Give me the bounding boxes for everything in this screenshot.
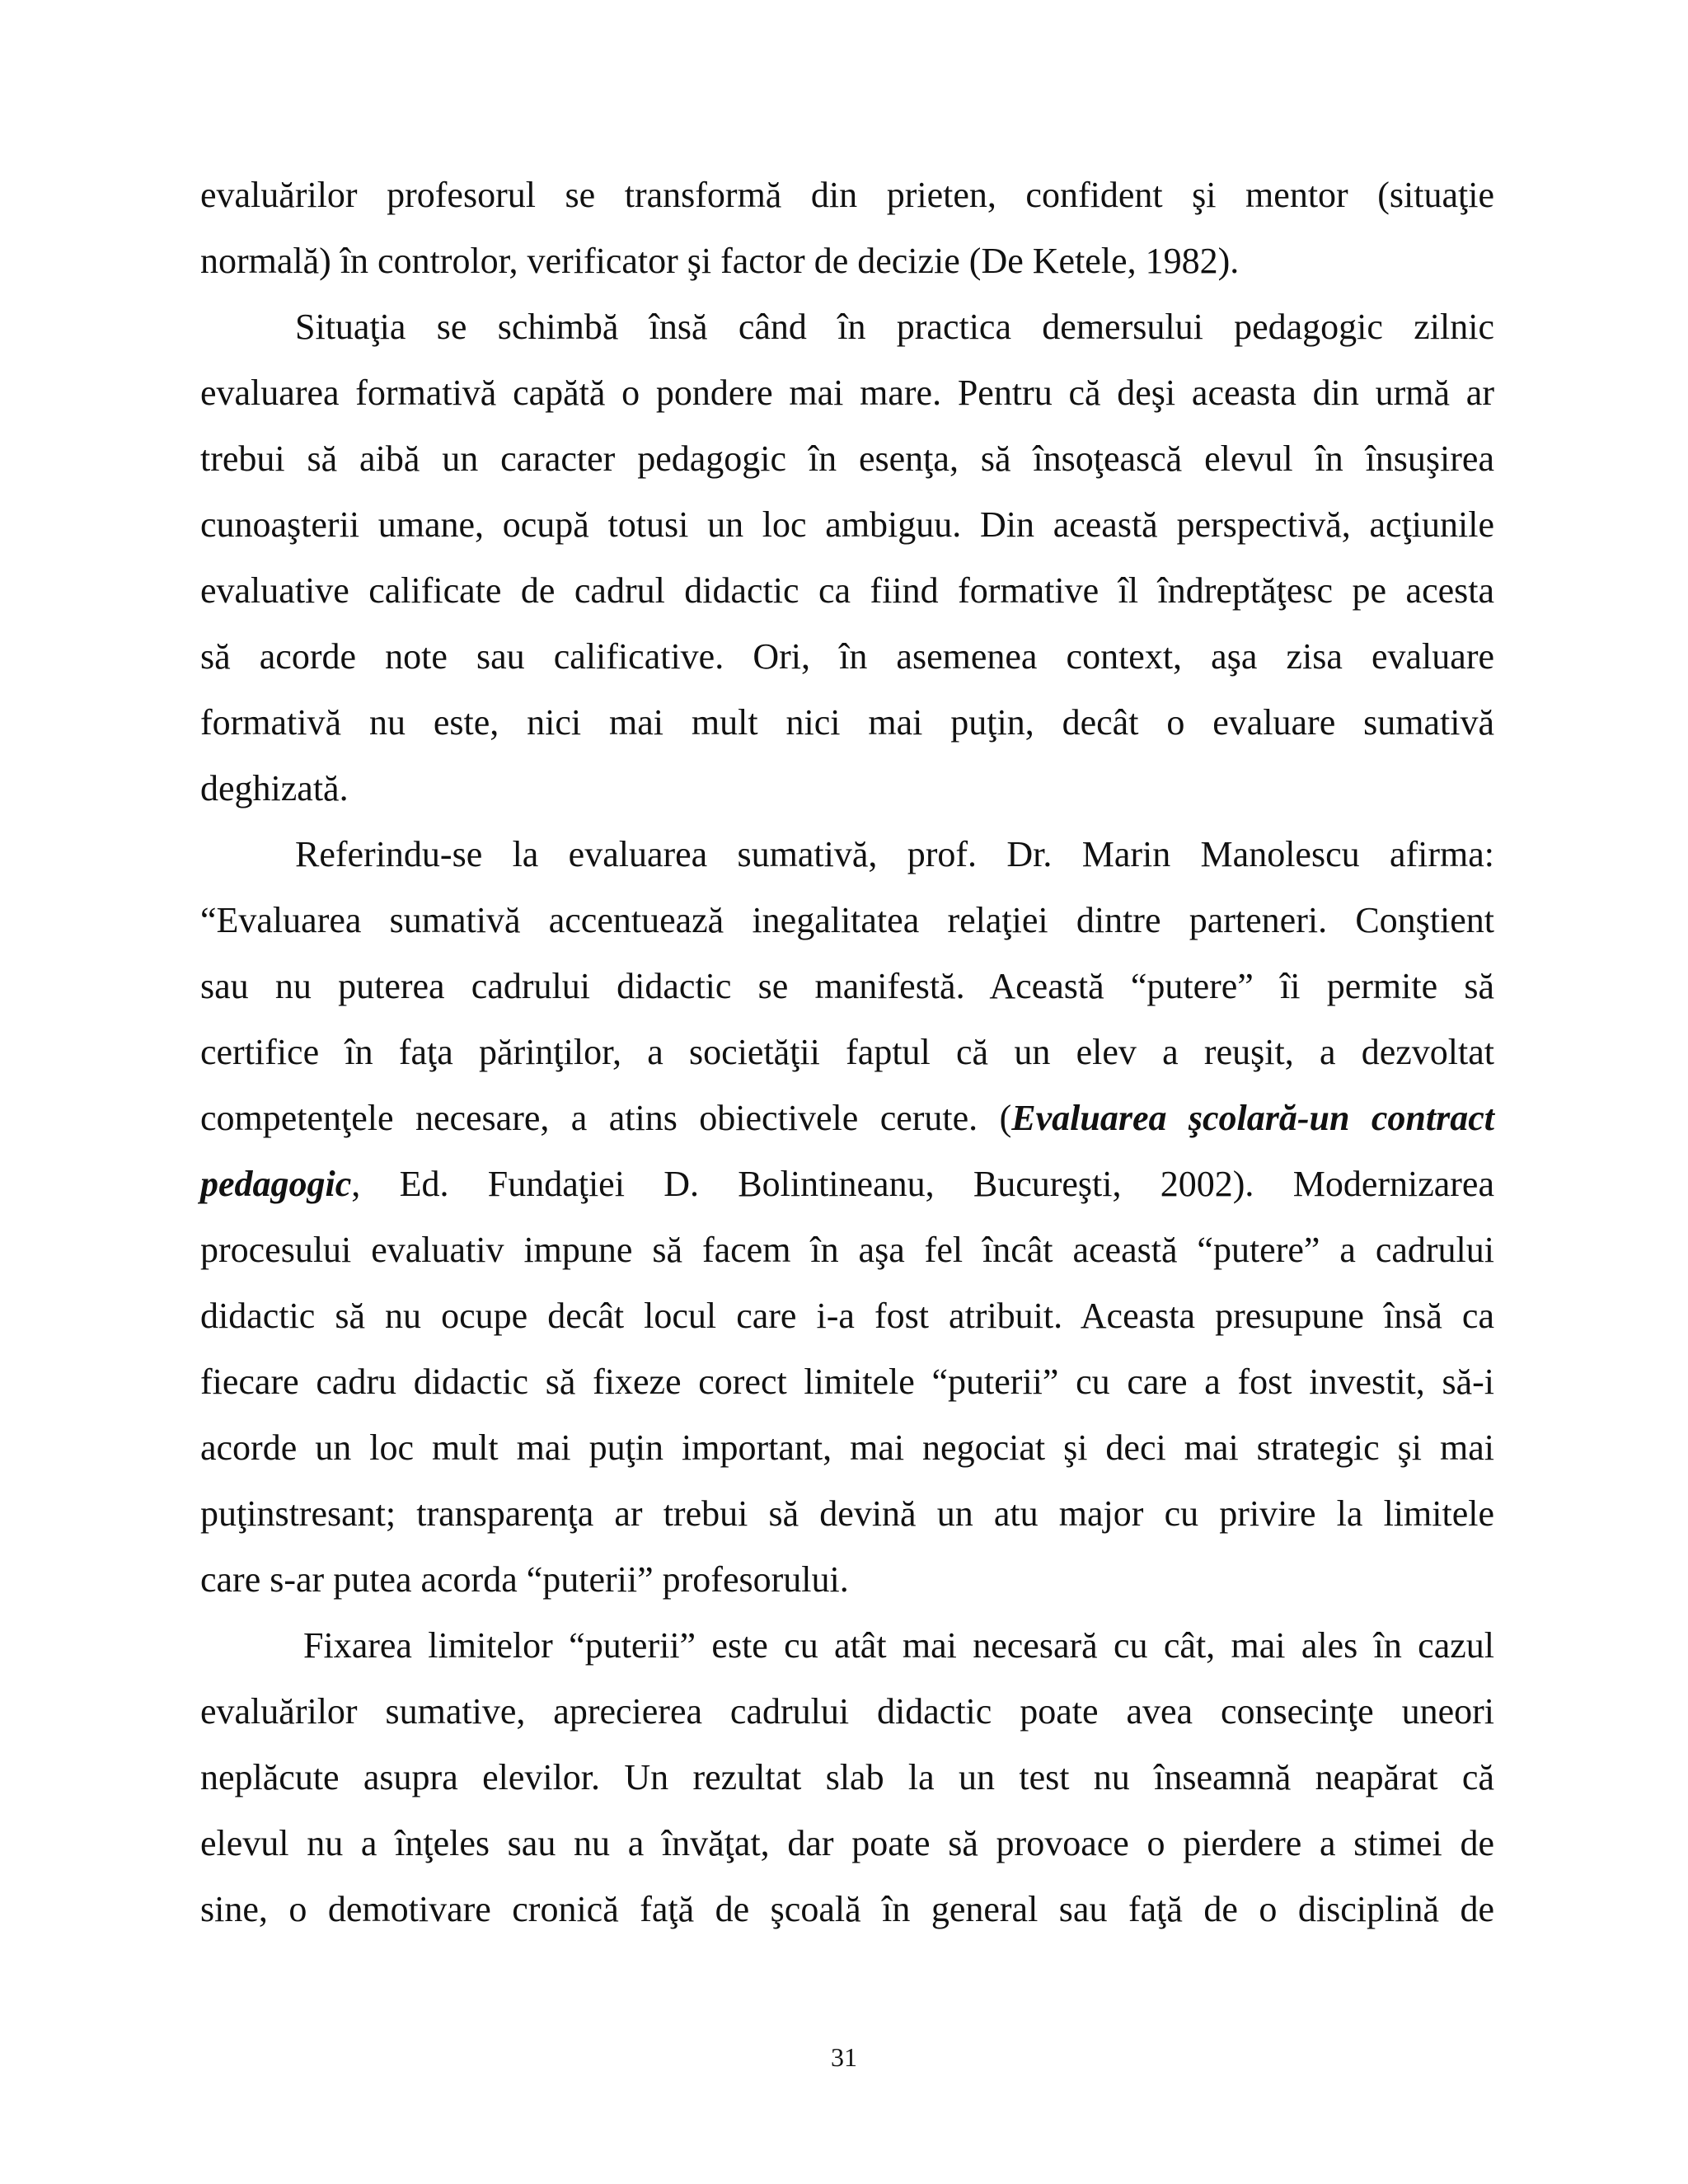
text-line xyxy=(200,1161,1494,1207)
book-title-emphasis: pedagogic xyxy=(200,1164,352,1204)
text-line xyxy=(200,1095,1494,1141)
text-line: să acorde note sau calificative. Ori, în asemenea context, aşa zisa evaluare xyxy=(200,636,1494,677)
text-line: deghizată. xyxy=(200,768,349,808)
text-line: neplăcute asupra elevilor. Un rezultat slab la un test nu înseamnă neapărat că xyxy=(200,1757,1494,1797)
text-line: sau nu puterea cadrului didactic se manifestă. Această “putere” îi permite să xyxy=(200,966,1494,1006)
text-line: evaluărilor sumative, aprecierea cadrului didactic poate avea consecinţe uneori xyxy=(200,1691,1494,1732)
text-line: certifice în faţa părinţilor, a societăţii faptul că un elev a reuşit, a dezvoltat xyxy=(200,1032,1494,1072)
book-title-emphasis: Evaluarea şcolară-un contract xyxy=(1011,1098,1495,1138)
text-line: trebui să aibă un caracter pedagogic în esenţa, să însoţească elevul în însuşirea xyxy=(200,438,1494,479)
text-line: evaluarea formativă capătă o pondere mai mare. Pentru că deşi aceasta din urmă ar xyxy=(200,373,1494,413)
paragraph-start-line: Fixarea limitelor “puterii” este cu atât mai necesară cu cât, mai ales în cazul xyxy=(303,1625,1494,1666)
text-run: , Ed. Fundaţiei D. Bolintineanu, Bucureşti, 2002). Modernizarea xyxy=(351,1164,1494,1204)
text-line: didactic să nu ocupe decât locul care i-a fost atribuit. Aceasta presupune însă ca xyxy=(200,1296,1494,1336)
page-number: 31 xyxy=(831,2042,857,2072)
text-line: fiecare cadru didactic să fixeze corect limitele “puterii” cu care a fost investit, să-i xyxy=(200,1361,1494,1402)
text-line: puţinstresant; transparenţa ar trebui să devină un atu major cu privire la limitele xyxy=(200,1493,1494,1534)
text-line: sine, o demotivare cronică faţă de şcoală în general sau faţă de o disciplină de xyxy=(200,1889,1494,1929)
text-line: formativă nu este, nici mai mult nici mai puţin, decât o evaluare sumativă xyxy=(200,702,1494,743)
text-run: competenţele necesare, a atins obiectivele cerute. ( xyxy=(200,1098,1012,1138)
text-line: evaluărilor profesorul se transformă din prieten, confident şi mentor (situaţie xyxy=(200,175,1494,215)
paragraph-start-line: Referindu-se la evaluarea sumativă, prof. Dr. Marin Manolescu afirma: xyxy=(295,834,1494,874)
text-line: cunoaşterii umane, ocupă totusi un loc ambiguu. Din această perspectivă, acţiunile xyxy=(200,504,1494,545)
text-line: procesului evaluativ impune să facem în aşa fel încât această “putere” a cadrului xyxy=(200,1230,1494,1270)
text-line: elevul nu a înţeles sau nu a învăţat, dar poate să provoace o pierdere a stimei de xyxy=(200,1823,1494,1863)
text-line: “Evaluarea sumativă accentuează inegalitatea relaţiei dintre parteneri. Conştient xyxy=(200,900,1494,940)
text-line: normală) în controlor, verificator şi factor de decizie (De Ketele, 1982). xyxy=(200,241,1240,281)
text-line: acorde un loc mult mai puţin important, mai negociat şi deci mai strategic şi mai xyxy=(200,1427,1494,1468)
text-line: evaluative calificate de cadrul didactic ca fiind formative îl îndreptăţesc pe acesta xyxy=(200,570,1494,611)
paragraph-start-line: Situaţia se schimbă însă când în practica demersului pedagogic zilnic xyxy=(295,307,1494,347)
text-line: care s-ar putea acorda “puterii” profesorului. xyxy=(200,1559,849,1600)
